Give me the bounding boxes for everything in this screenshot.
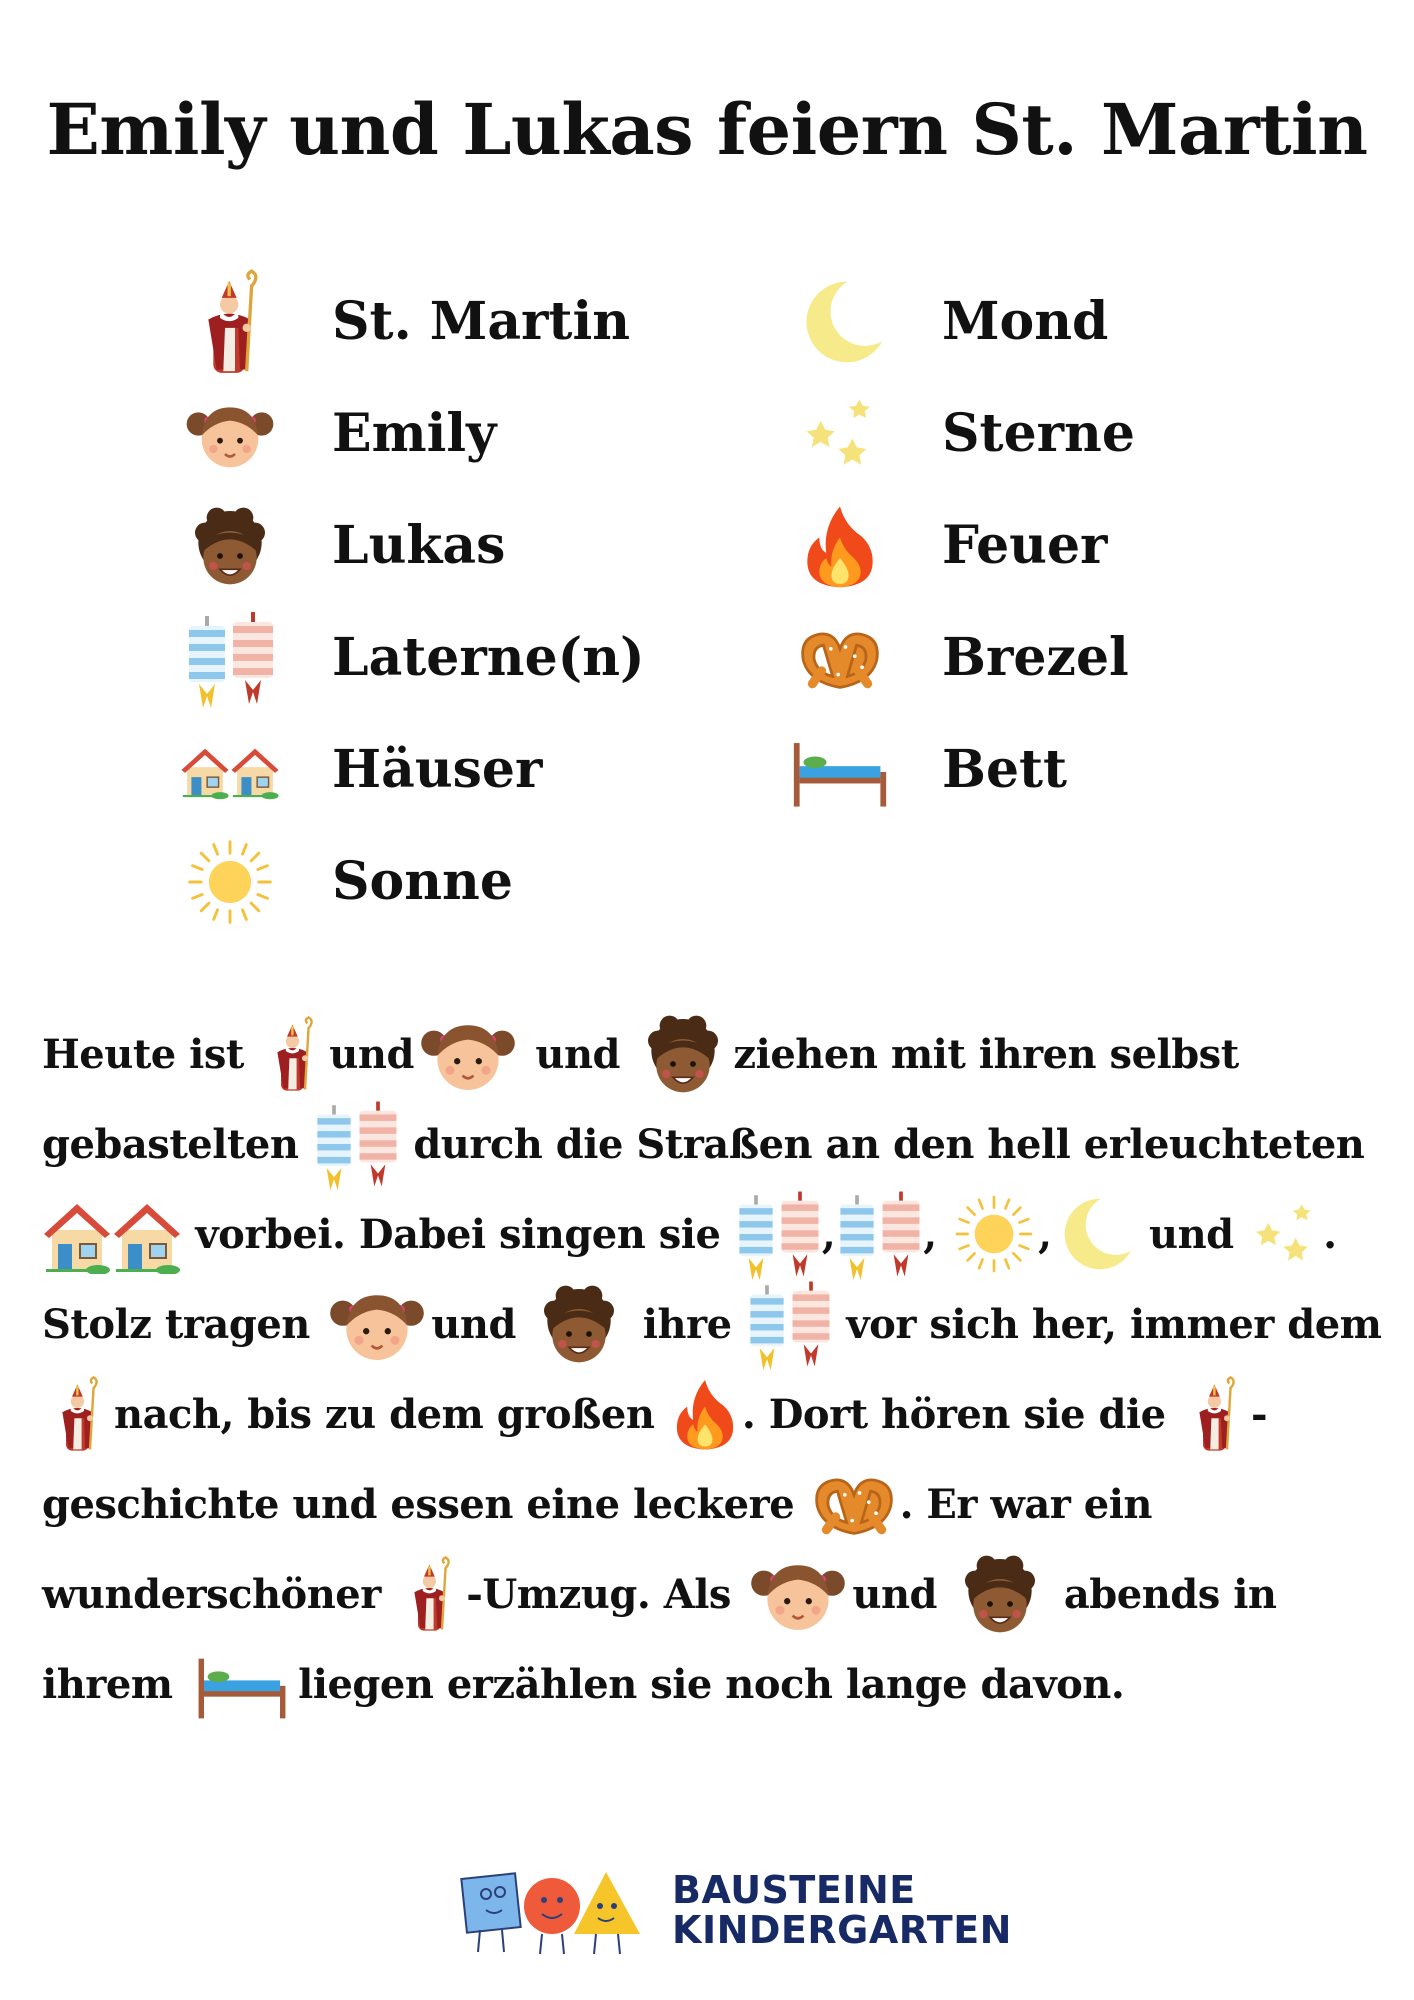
pretzel-icon <box>790 608 890 708</box>
story-text-segment: und <box>852 1571 951 1618</box>
logo-line-2: KINDERGARTEN <box>672 1908 1012 1952</box>
st-martin-icon <box>180 272 280 372</box>
legend-label: Emily <box>332 403 497 464</box>
story-text-segment: . Stolz tragen <box>42 1211 1337 1348</box>
stars-icon <box>790 384 890 484</box>
st-martin-icon <box>1179 1364 1251 1464</box>
legend-label: St. Martin <box>332 291 631 352</box>
st-martin-icon <box>42 1364 114 1464</box>
logo-line-1: BAUSTEINE <box>672 1868 916 1912</box>
lanterns-icon <box>835 1186 879 1282</box>
legend-label: Mond <box>942 291 1109 352</box>
boy-lukas-icon <box>950 1549 1050 1639</box>
story-text-segment: -Umzug. Als <box>466 1571 745 1618</box>
sun-icon <box>950 1190 1038 1278</box>
moon-icon <box>1052 1192 1136 1276</box>
story-text-segment: durch die Straßen an den hell erleuchteten <box>399 1121 1365 1168</box>
lanterns-icon <box>745 1276 789 1372</box>
legend-label: Sonne <box>332 851 513 912</box>
bed-icon <box>186 1646 298 1722</box>
lanterns-icon <box>312 1096 356 1192</box>
story-text-segment: nach, bis zu dem großen <box>114 1391 668 1438</box>
girl-emily-icon <box>414 1009 522 1099</box>
story-text-segment: , <box>1038 1211 1052 1258</box>
story-text-segment: . Dort hören sie die <box>741 1391 1179 1438</box>
legend-label: Brezel <box>942 627 1129 688</box>
story-text-segment: und <box>1135 1211 1248 1258</box>
legend-label: Häuser <box>332 739 543 800</box>
brand-logo <box>456 1862 1012 1958</box>
story-text-segment: und <box>431 1301 530 1348</box>
pretzel-icon <box>808 1464 900 1544</box>
lanterns-icon <box>734 1186 778 1282</box>
story-text-segment: . Er war ein wunderschöner <box>42 1481 1152 1618</box>
legend-label: Laterne(n) <box>332 627 645 688</box>
fire-icon <box>790 496 890 596</box>
bed-icon <box>790 720 890 820</box>
legend-label: Feuer <box>942 515 1108 576</box>
story-text-segment: liegen erzählen sie noch lange davon. <box>298 1661 1125 1708</box>
girl-emily-icon <box>323 1279 431 1369</box>
sun-icon <box>180 832 280 932</box>
st-martin-icon <box>394 1544 466 1644</box>
houses-icon <box>112 1194 182 1274</box>
girl-emily-icon <box>180 384 280 484</box>
lanterns-icon <box>789 1276 833 1372</box>
story-text-segment: , <box>821 1211 836 1258</box>
st-martin-icon <box>257 1004 329 1104</box>
story-text-segment: Heute ist <box>42 1031 258 1078</box>
houses-icon <box>42 1194 112 1274</box>
lanterns-icon <box>180 608 280 708</box>
lanterns-icon <box>778 1186 822 1282</box>
boy-lukas-icon <box>633 1009 733 1099</box>
houses-icon <box>180 720 280 820</box>
story-text-segment: vorbei. Dabei singen sie <box>182 1211 734 1258</box>
story-text-segment: und <box>521 1031 634 1078</box>
legend-label: Sterne <box>942 403 1135 464</box>
story-text-segment: vor sich her, immer dem <box>833 1301 1382 1348</box>
legend-label: Lukas <box>332 515 506 576</box>
logo-figures-icon <box>456 1862 656 1958</box>
girl-emily-icon <box>744 1549 852 1639</box>
logo-text <box>672 1870 1012 1950</box>
boy-lukas-icon <box>529 1279 629 1369</box>
story-text <box>42 1010 1382 1730</box>
moon-icon <box>790 272 890 372</box>
page-title: Emily und Lukas feiern St. Martin <box>46 88 1368 171</box>
story-text-segment: , <box>923 1211 951 1258</box>
legend-label: Bett <box>942 739 1068 800</box>
story-text-segment: abends in ihrem <box>42 1571 1277 1708</box>
story-text-segment: ziehen mit ihren selbst gebastelten <box>42 1031 1239 1168</box>
stars-icon <box>1247 1196 1323 1272</box>
story-text-segment: und <box>329 1031 414 1078</box>
lanterns-icon <box>879 1186 923 1282</box>
story-text-segment: -geschichte und essen eine leckere <box>42 1391 1268 1528</box>
story-text-segment: ihre <box>629 1301 745 1348</box>
boy-lukas-icon <box>180 496 280 596</box>
lanterns-icon <box>356 1096 400 1192</box>
fire-icon <box>668 1368 742 1460</box>
